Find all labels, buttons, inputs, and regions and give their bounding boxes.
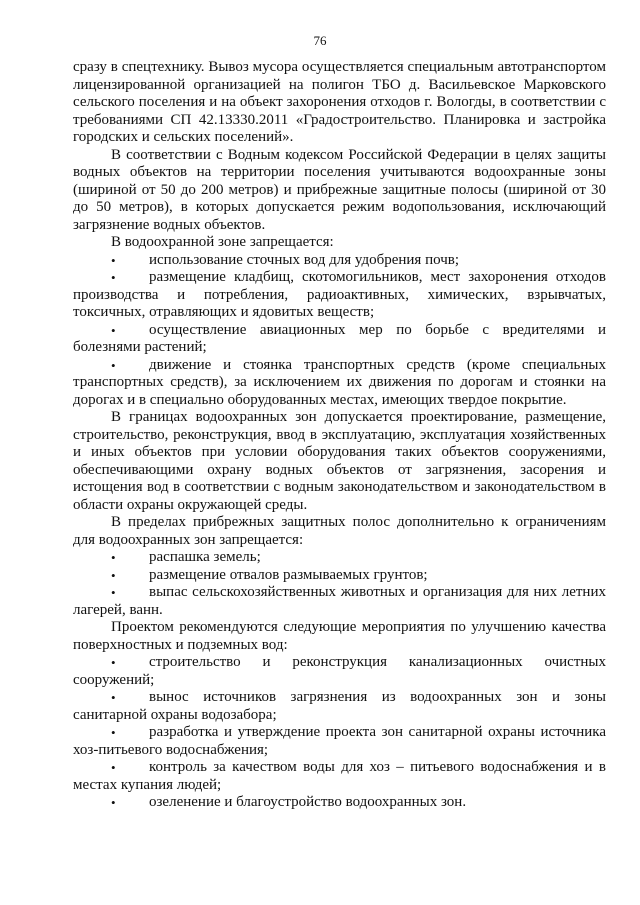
bullet-icon: • xyxy=(111,252,116,268)
paragraph-recommended-measures-heading: Проектом рекомендуются следующие мероприятия по улучшению качества поверхностных и подземных вод: xyxy=(73,619,606,653)
paragraph-allowed-construction: В границах водоохранных зон допускается проектирование, размещение, строительство, реконструкция, ввод в эксплуатацию, эксплуатация хозяйственных и иных объектов при условии оборудования таких объектов сооружениями, обеспечивающими охрану водных объектов от загрязнения, засорения и истощения вод в соответствии с водным законодательством и законодательством в области охраны окружающей среды. xyxy=(73,409,606,513)
list-item-text: использование сточных вод для удобрения почв; xyxy=(149,251,460,268)
page-number: 76 xyxy=(313,33,327,48)
list-item xyxy=(73,689,606,724)
bullet-icon: • xyxy=(111,567,116,583)
list-item-text: движение и стоянка транспортных средств (кроме специальных транспортных средств), за исключением их движения по дорогам и стоянки на дорогах и в специально оборудованных местах, имеющих твердое покрытие. xyxy=(73,356,606,408)
bullet-icon: • xyxy=(111,760,116,775)
document-body xyxy=(73,59,606,812)
list-item-text: строительство и реконструкция канализационных очистных сооружений; xyxy=(73,654,606,688)
list-item xyxy=(73,584,606,619)
list-item-text: осуществление авиационных мер по борьбе с вредителями и болезнями растений; xyxy=(73,321,606,355)
list-item xyxy=(73,357,606,410)
list-item-text: разработка и утверждение проекта зон санитарной охраны источника хоз-питьевого водоснабжения; xyxy=(73,724,606,758)
list-item xyxy=(73,567,606,585)
list-item xyxy=(73,759,606,794)
list-item-text: контроль за качеством воды для хоз – питьевого водоснабжения и в местах купания людей; xyxy=(73,759,606,793)
bullet-icon: • xyxy=(111,322,116,338)
list-item-text: размещение отвалов размываемых грунтов; xyxy=(149,566,428,583)
list-item xyxy=(73,794,606,812)
list-item-text: распашка земель; xyxy=(149,549,261,565)
paragraph-water-zone-prohibited-heading: В водоохранной зоне запрещается: xyxy=(111,234,334,250)
list-item xyxy=(73,269,606,322)
bullet-icon: • xyxy=(111,585,116,600)
bullet-icon: • xyxy=(111,655,116,670)
bullet-icon: • xyxy=(111,795,116,810)
paragraph-protective-strips-heading: В пределах прибрежных защитных полос дополнительно к ограничениям для водоохранных зон запрещается: xyxy=(73,514,606,548)
list-item-text: выпас сельскохозяйственных животных и организация для них летних лагерей, ванн. xyxy=(73,584,606,618)
list-item xyxy=(73,549,606,567)
list-item xyxy=(73,322,606,357)
list-item xyxy=(73,252,606,270)
paragraph-waste-removal: сразу в спецтехнику. Вывоз мусора осуществляется специальным автотранспортом лицензированной организацией на полигон ТБО д. Васильевское Марковского сельского поселения и на объект захоронения отходов г. Вологды, в соответствии с требованиями СП 42.13330.2011 «Градостроительство. Планировка и застройка городских и сельских поселений». xyxy=(73,59,606,145)
bullet-icon: • xyxy=(111,550,116,565)
bullet-icon: • xyxy=(111,357,116,373)
list-item-text: вынос источников загрязнения из водоохранных зон и зоны санитарной охраны водозабора; xyxy=(73,689,606,723)
list-item xyxy=(73,724,606,759)
list-item-text: размещение кладбищ, скотомогильников, мест захоронения отходов производства и потребления, радиоактивных, химических, взрывчатых, токсичных, отравляющих и ядовитых веществ; xyxy=(73,269,606,320)
bullet-icon: • xyxy=(111,690,116,705)
list-item xyxy=(73,654,606,689)
list-item-text: озеленение и благоустройство водоохранных зон. xyxy=(149,794,467,810)
bullet-icon: • xyxy=(111,725,116,740)
bullet-icon: • xyxy=(111,270,116,285)
paragraph-water-code: В соответствии с Водным кодексом Российской Федерации в целях защиты водных объектов на территории поселения учитываются водоохранные зоны (шириной от 50 до 200 метров) и прибрежные защитные полосы (шириной от 30 до 50 метров), в которых допускается режим водопользования, исключающий загрязнение водных объектов. xyxy=(73,146,606,233)
